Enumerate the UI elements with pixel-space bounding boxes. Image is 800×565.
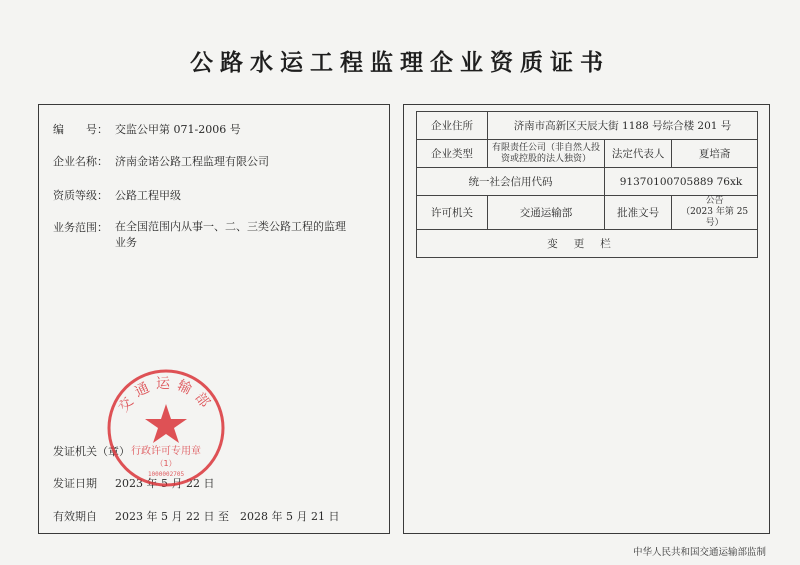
seal-star-icon: [145, 404, 187, 443]
certificate-title: 公路水运工程监理企业资质证书: [190, 49, 610, 76]
number-value: 交监公甲第 071-2006 号: [115, 123, 241, 136]
company-value: 济南金诺公路工程监理有限公司: [115, 155, 269, 168]
valid-row: [53, 508, 339, 524]
company-label: 企业名称：: [53, 155, 108, 168]
number-label: 编 号：: [53, 123, 108, 136]
issuer-label: 发证机关（章）: [53, 445, 130, 458]
table-row: [417, 140, 758, 168]
right-panel: [403, 104, 770, 534]
authority-value: 交通运输部: [488, 196, 605, 230]
table-row: [417, 230, 758, 258]
watermark: [300, 6, 320, 29]
issue-date-label: 发证日期: [53, 477, 97, 490]
seal-top-text: 交通运输部: [115, 376, 217, 416]
credit-label: 统一社会信用代码: [417, 168, 605, 196]
scope-row: [53, 219, 355, 251]
table-row: [417, 168, 758, 196]
type-label: 企业类型: [417, 140, 488, 168]
valid-label: 有效期自: [53, 510, 97, 523]
official-seal: [104, 366, 228, 490]
approval-value: [672, 196, 758, 230]
scope-label: 业务范围：: [53, 221, 108, 234]
seal-code: 1000002705: [147, 471, 185, 478]
table-row: [417, 196, 758, 230]
rep-label: 法定代表人: [605, 140, 672, 168]
seal-sub-text: （1）: [155, 459, 177, 468]
scope-value: 在全国范围内从事一、二、三类公路工程的监理业务: [115, 220, 346, 249]
table-row: [417, 112, 758, 140]
grade-value: 公路工程甲级: [115, 189, 181, 202]
grade-label: 资质等级：: [53, 189, 108, 202]
authority-label: 许可机关: [417, 196, 488, 230]
change-label: 变更栏: [417, 230, 758, 258]
seal-bottom-text: 行政许可专用章: [131, 446, 201, 457]
approval-value-line1: 公告: [705, 196, 724, 206]
approval-label: 批准文号: [605, 196, 672, 230]
rep-value: 夏培斋: [672, 140, 758, 168]
type-value: 有限责任公司（非自然人投资或控股的法人独资）: [488, 140, 605, 168]
footer-text: 中华人民共和国交通运输部监制: [632, 547, 766, 558]
info-table: [416, 111, 758, 258]
number-row: [53, 121, 241, 137]
approval-value-line2: （2023 年第 25 号）: [681, 207, 749, 228]
credit-value: 91370100705889 76xk: [605, 168, 758, 196]
address-label: 企业住所: [417, 112, 488, 140]
company-row: [53, 153, 269, 169]
issue-date-value: 2023 年 5 月 22 日: [115, 477, 215, 490]
grade-row: [53, 187, 181, 203]
address-value: 济南市高新区天辰大街 1188 号综合楼 201 号: [488, 112, 758, 140]
valid-value: 2023 年 5 月 22 日 至 2028 年 5 月 21 日: [115, 510, 340, 523]
